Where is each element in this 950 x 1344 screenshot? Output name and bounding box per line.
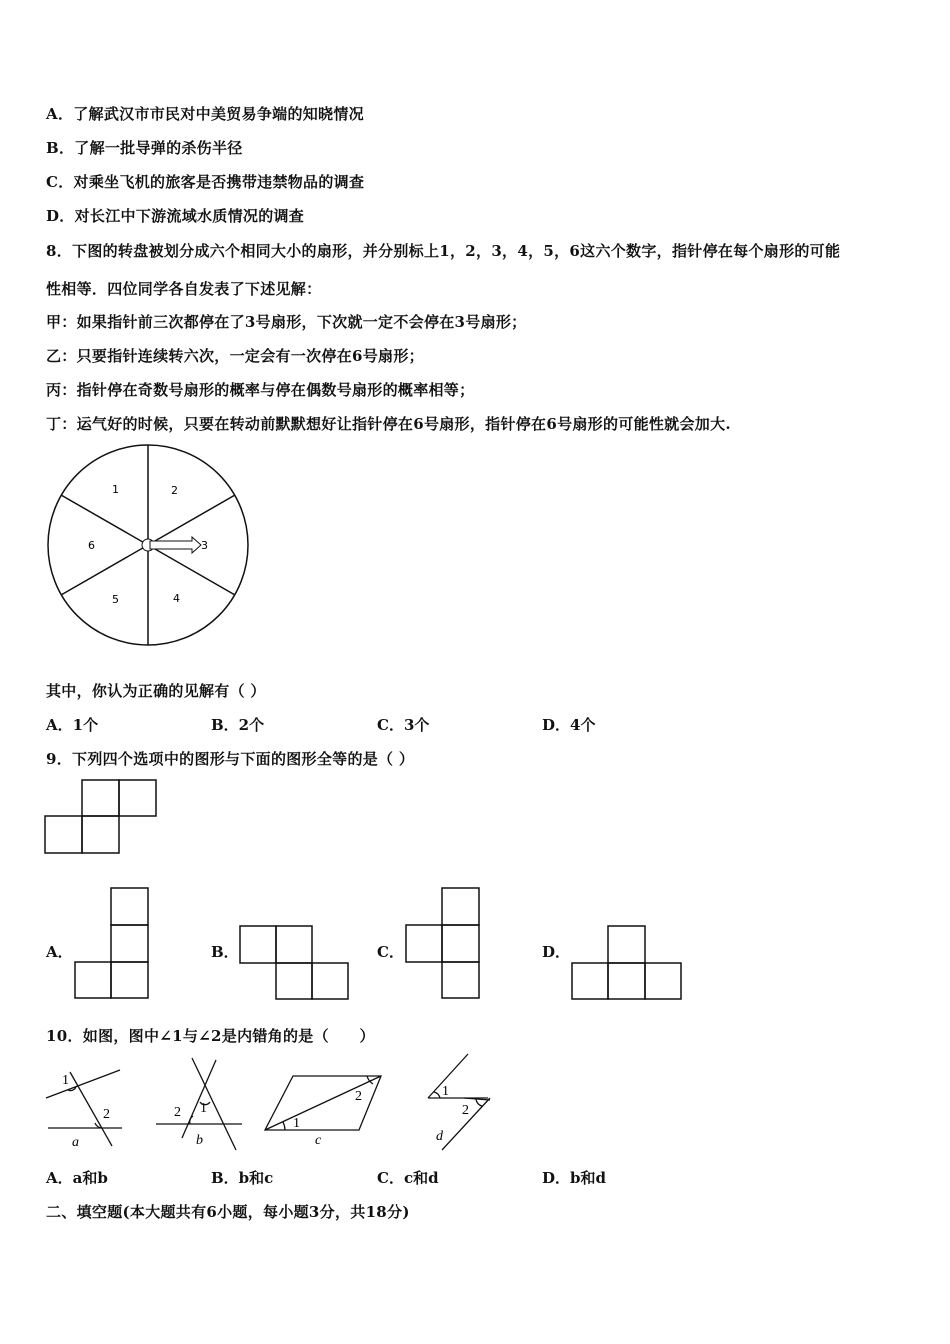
q10-c-angle2-label: 2 [355,1089,362,1104]
q8-question: 其中，你认为正确的见解有（ ） [46,682,266,700]
q10-b-label: b [196,1133,203,1148]
q10-figure-c [263,1074,385,1148]
section2-heading: 二、填空题(本大题共有6小题，每小题3分，共18分) [46,1203,410,1221]
spinner-label-4: 4 [173,592,180,605]
q7-option-b: B．了解一批导弹的杀伤半径 [46,139,243,157]
q9-option-d-letter: D． [542,943,571,961]
q10-c-angle1-label: 1 [293,1116,300,1131]
q10-option-c: C．c和d [377,1169,439,1187]
spinner-label-5: 5 [112,593,119,606]
q10-c-label: c [315,1133,322,1148]
q8-option-b: B．2个 [211,716,265,734]
q10-d-angle1-label: 1 [442,1084,449,1099]
q9-option-a-shape [74,887,150,999]
q8-option-d: D．4个 [542,716,596,734]
q8-option-a: A．1个 [46,716,99,734]
q10-figure-b [156,1058,246,1152]
spinner-label-2: 2 [171,484,178,497]
q10-option-d: D．b和d [542,1169,606,1187]
q10-d-label: d [436,1129,443,1144]
q10-a-angle1-label: 1 [62,1073,69,1088]
q10-a-label: a [72,1135,79,1150]
q10-figure-a [46,1060,126,1152]
q7-option-a: A．了解武汉市市民对中美贸易争端的知晓情况 [46,105,364,123]
q8-stem-line2: 性相等．四位同学各自发表了下述见解： [46,280,322,298]
q9-option-d-shape [571,925,683,1001]
q10-stem: 10．如图，图中∠1与∠2是内错角的是（ ） [46,1027,375,1045]
q9-option-b-shape [239,925,349,1001]
q9-option-b-letter: B． [211,943,239,961]
q10-d-angle2-label: 2 [462,1103,469,1118]
q10-option-b: B．b和c [211,1169,274,1187]
spinner-label-6: 6 [88,539,95,552]
q10-figure-d [420,1052,500,1152]
q8-view-ding: 丁：运气好的时候，只要在转动前默默想好让指针停在6号扇形，指针停在6号扇形的可能性就会加大. [46,415,731,433]
q8-view-bing: 丙：指针停在奇数号扇形的概率与停在偶数号扇形的概率相等； [46,381,475,399]
q8-view-yi: 乙：只要指针连续转六次，一定会有一次停在6号扇形； [46,347,424,365]
q9-option-c-shape [405,887,481,999]
q10-b-angle2-label: 2 [174,1105,181,1120]
q9-option-c-letter: C． [377,943,404,961]
spinner-label-1: 1 [112,483,119,496]
q10-a-angle2-label: 2 [103,1107,110,1122]
q8-view-jia: 甲：如果指针前三次都停在了3号扇形，下次就一定不会停在3号扇形； [46,313,527,331]
q8-stem-line1: 8．下图的转盘被划分成六个相同大小的扇形，并分别标上1，2，3，4，5，6这六个数字，指针停在每个扇形的可能 [46,242,841,260]
spinner-figure [46,445,251,645]
q10-option-a: A．a和b [46,1169,108,1187]
spinner-label-3: 3 [201,539,208,552]
q8-option-c: C．3个 [377,716,430,734]
q7-option-c: C．对乘坐飞机的旅客是否携带违禁物品的调查 [46,173,365,191]
q9-stem: 9．下列四个选项中的图形与下面的图形全等的是（ ） [46,750,415,768]
q9-reference-shape [45,779,157,855]
q10-b-angle1-label: 1 [200,1101,207,1116]
q7-option-d: D．对长江中下游流域水质情况的调查 [46,207,305,225]
q9-option-a-letter: A． [46,943,73,961]
